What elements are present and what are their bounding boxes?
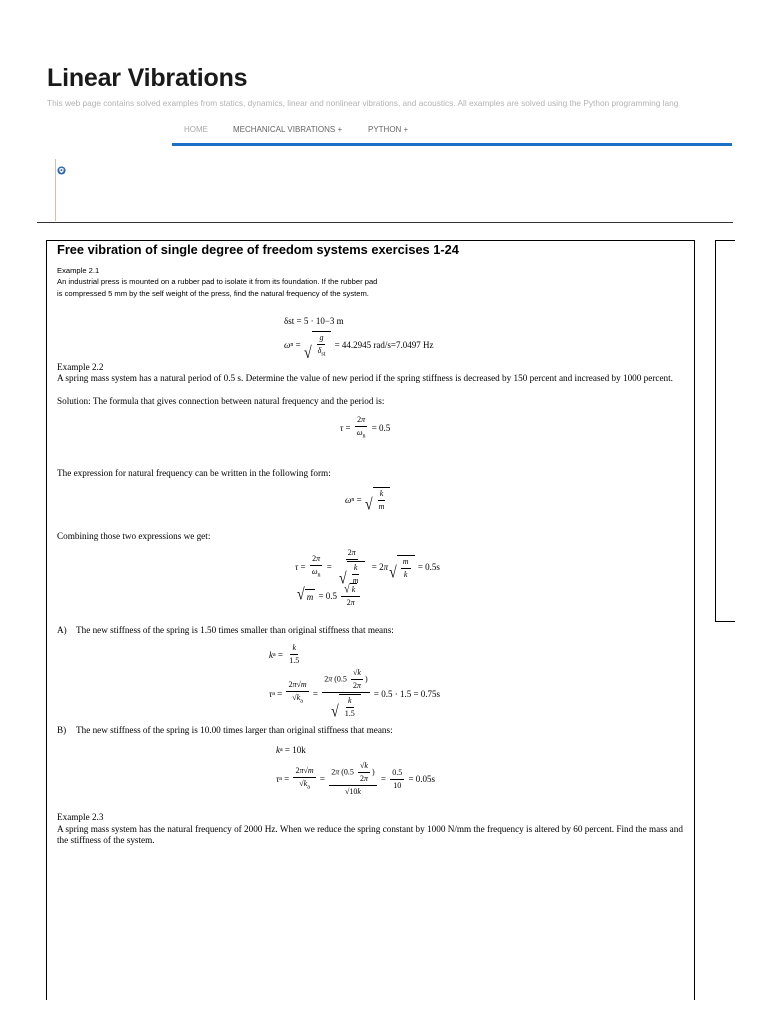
example-2-2-solution: Solution: The formula that gives connection between natural frequency and the period is:: [57, 396, 385, 406]
site-description: This web page contains solved examples from statics, dynamics, linear and nonlinear vibrations, and acoustics. All examples are solved using the Python programming lang: [47, 98, 679, 108]
equation-static-deflection: δst = 5 · 10−3 m: [284, 316, 344, 326]
nav-home[interactable]: HOME: [184, 125, 208, 134]
sidebar-widget: [715, 240, 735, 622]
combining-expressions-text: Combining those two expressions we get:: [57, 531, 211, 541]
example-2-2-text: A spring mass system has a natural period of 0.5 s. Determine the value of new period if the spring stiffness is decreased by 150 percent and increased by 1000 percent.: [57, 373, 673, 383]
equation-tau-b: τ a = $\frac{2\pi√m}{√k_a}$ = 2π (0.5 $\frac{√k}{2\pi}$ ) √10k = $\frac{0.5}{10}$ = 0.05s: [276, 761, 436, 796]
part-b-text: The new stiffness of the spring is 10.00 times larger than original stiffness that means:: [76, 725, 393, 735]
post-title[interactable]: Free vibration of single degree of freedom systems exercises 1-24: [57, 242, 459, 257]
widget-divider: [55, 159, 56, 221]
header-widget-area: [37, 159, 733, 223]
site-title[interactable]: Linear Vibrations: [47, 64, 248, 92]
equation-sqrt-m: √ m = 0.5 √ k 2π: [296, 583, 362, 608]
example-2-3-heading: Example 2.3: [57, 812, 104, 822]
equation-omega-sqrt: ω n = √ $\frac{k}{m}$: [345, 487, 391, 512]
part-b-label: B): [57, 725, 67, 735]
example-2-3-text: A spring mass system has the natural frequency of 2000 Hz. When we reduce the spring constant by 1000 N/mm the frequency is altered by 60 percent. Find the mass and the stiffness of the system.: [57, 824, 683, 846]
part-a-text: The new stiffness of the spring is 1.50 times smaller than original stiffness that means:: [76, 625, 394, 635]
example-2-1-heading: Example 2.1: [57, 266, 100, 275]
main-nav: [172, 118, 732, 146]
example-2-2-heading: Example 2.2: [57, 362, 104, 372]
natural-frequency-expression-text: The expression for natural frequency can be written in the following form:: [57, 468, 331, 478]
equation-period: τ = $\frac{2\pi}{\omega_n}$ = 0.5: [340, 415, 391, 440]
equation-tau-a: τ a = $\frac{2\pi√m}{√k_a}$ = 2π (0.5 $\frac{√k}{2\pi}$ ) √ $\frac{k}{1.5}$ = 0.5 · 1.5 = 0.75s: [269, 668, 441, 722]
nav-mechanical-vibrations[interactable]: MECHANICAL VIBRATIONS +: [233, 125, 343, 134]
equation-combined-period: τ = $\frac{2\pi}{\omega_n}$ = 2π √ $\frac{k}{m}$ = 2 π √ $\frac{m}{k}$ = 0.5s: [295, 548, 440, 589]
equation-ka-b: k a = 10k: [276, 745, 306, 755]
equation-natural-frequency: ω n = √ $\frac{g}{\delta_{st}}$ = 44.2945 rad/s=7.0497 Hz: [284, 333, 434, 363]
part-a-label: A): [57, 625, 67, 635]
post-content: [46, 240, 695, 1000]
example-2-1-text-line2: is compressed 5 mm by the self weight of the press, find the natural frequency of the system.: [57, 289, 369, 298]
equation-ka-a: k a = $\frac{k}{1.5}$: [269, 643, 300, 665]
example-2-1-text-line1: An industrial press is mounted on a rubber pad to isolate it from its foundation. If the rubber pad: [57, 277, 378, 286]
nav-python[interactable]: PYTHON +: [368, 125, 409, 134]
shield-icon[interactable]: [57, 166, 66, 175]
